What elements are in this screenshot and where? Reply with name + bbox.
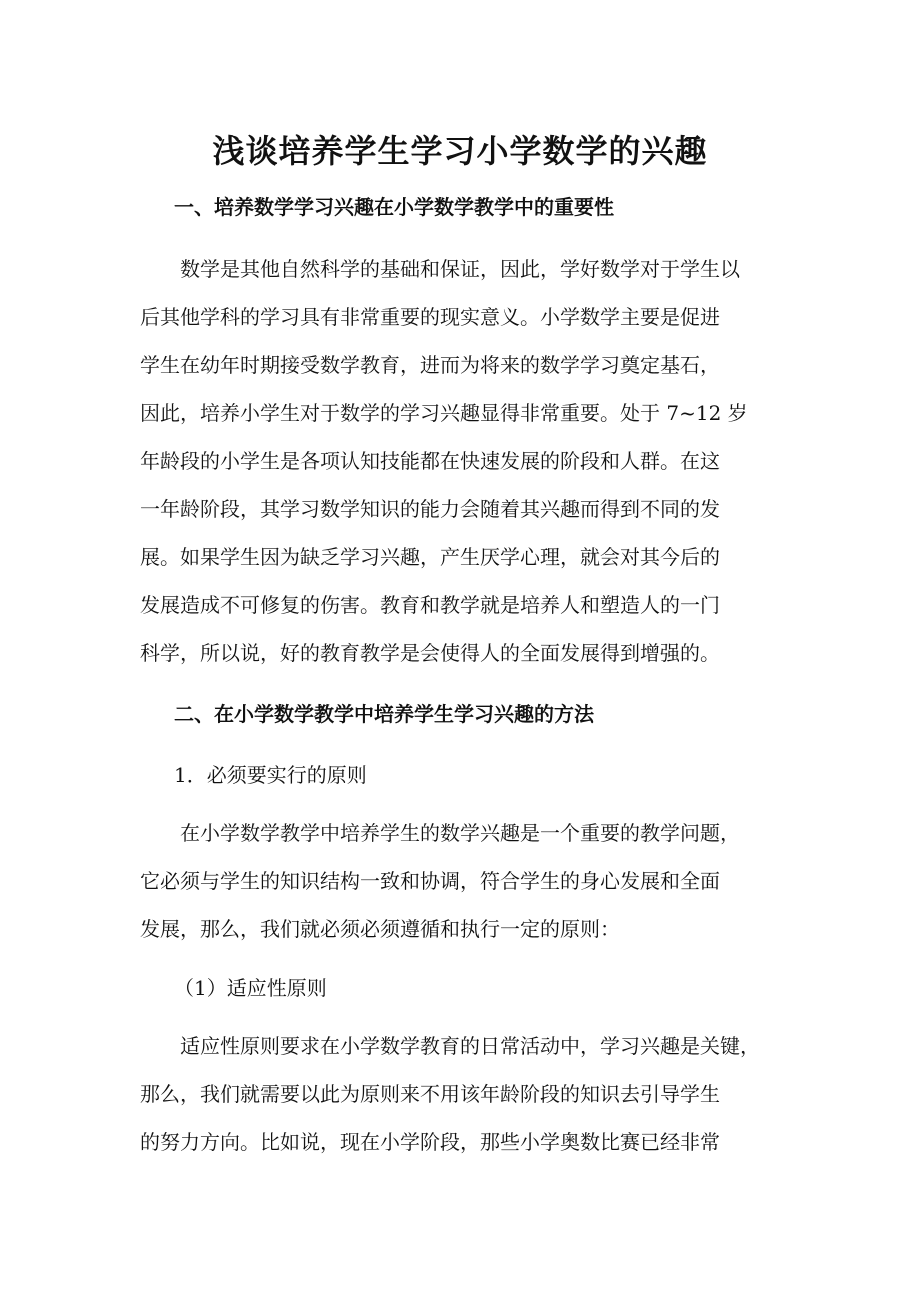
paragraph-line: 展。如果学生因为缺乏学习兴趣，产生厌学心理，就会对其今后的 [140, 545, 720, 569]
document-title: 浅谈培养学生学习小学数学的兴趣 [212, 132, 708, 170]
paragraph-line: 的努力方向。比如说，现在小学阶段，那些小学奥数比赛已经非常 [140, 1130, 720, 1154]
paragraph-line: 后其他学科的学习具有非常重要的现实意义。小学数学主要是促进 [140, 305, 720, 329]
paragraph-line: 在小学数学教学中培养学生的数学兴趣是一个重要的教学问题， [140, 821, 740, 845]
section-2-paragraph-1 [140, 818, 800, 962]
paragraph-line: 数学是其他自然科学的基础和保证，因此，学好数学对于学生以 [140, 257, 740, 281]
paragraph-line: 适应性原则要求在小学数学教育的日常活动中，学习兴趣是关键， [140, 1034, 760, 1058]
paragraph-line: 学生在幼年时期接受数学教育，进而为将来的数学学习奠定基石， [140, 353, 720, 377]
paragraph-line: 因此，培养小学生对于数学的学习兴趣显得非常重要。处于 7~12 岁 [140, 401, 748, 425]
paragraph-line: 发展造成不可修复的伤害。教育和教学就是培养人和塑造人的一门 [140, 593, 720, 617]
section-2-paragraph-2 [140, 1031, 800, 1175]
subheading-adaptability: （1）适应性原则 [174, 976, 327, 1000]
section-1-heading: 一、培养数学学习兴趣在小学数学教学中的重要性 [174, 195, 614, 219]
paragraph-line: 年龄段的小学生是各项认知技能都在快速发展的阶段和人群。在这 [140, 449, 720, 473]
subheading-principles: 1．必须要实行的原则 [174, 763, 367, 787]
paragraph-line: 发展，那么，我们就必须必须遵循和执行一定的原则： [140, 917, 620, 941]
paragraph-line: 一年龄阶段，其学习数学知识的能力会随着其兴趣而得到不同的发 [140, 497, 720, 521]
section-2-heading: 二、在小学数学教学中培养学生学习兴趣的方法 [174, 702, 594, 726]
paragraph-line: 那么，我们就需要以此为原则来不用该年龄阶段的知识去引导学生 [140, 1082, 720, 1106]
paragraph-line: 它必须与学生的知识结构一致和协调，符合学生的身心发展和全面 [140, 869, 720, 893]
section-1-paragraph [140, 254, 800, 686]
paragraph-line: 科学，所以说，好的教育教学是会使得人的全面发展得到增强的。 [140, 641, 720, 665]
